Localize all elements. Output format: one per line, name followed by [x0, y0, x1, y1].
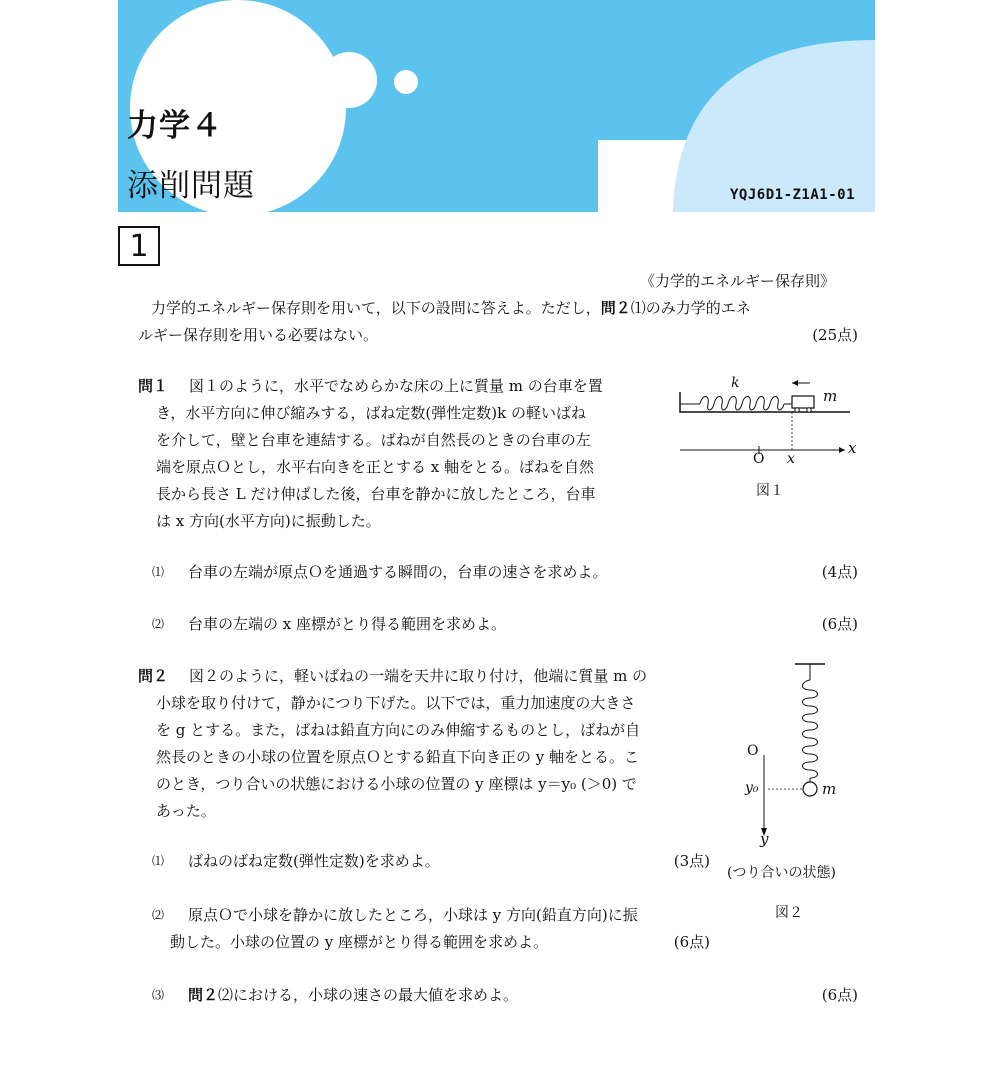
q2-line-2: 小球を取り付けて，静かにつり下げた。以下では，重力加速度の大きさ: [156, 694, 636, 712]
fig2-origin-label: O: [747, 743, 759, 759]
intro-tail: ⑴のみ力学的エネ: [630, 299, 751, 317]
intro-points: (25点): [812, 326, 858, 344]
q2-sub1-text: ばねのばね定数(弾性定数)を求めよ。: [188, 852, 440, 870]
q1-sub1-num: ⑴: [152, 565, 165, 579]
q2-line-3: を g とする。また，ばねは鉛直方向にのみ伸縮するものとし，ばねが自: [156, 721, 641, 739]
q2-sub3-num: ⑶: [152, 988, 165, 1002]
q2-label: 問２: [138, 667, 169, 685]
q2-sub3-line: [188, 982, 518, 1009]
fig2-y-axis-label: y: [760, 830, 769, 848]
q1-line-4: 端を原点Ｏとし，水平右向きを正とする x 軸をとる。ばねを自然: [156, 458, 594, 476]
q2-sub3-points: (6点): [821, 986, 858, 1004]
q2-sub1-points: (3点): [673, 852, 710, 870]
q2-sub2-line-2: 動した。小球の位置の y 座標がとり得る範囲を求めよ。: [170, 933, 549, 951]
fig1-origin-label: O: [753, 451, 765, 467]
fig1-m-label: m: [823, 387, 838, 405]
q1-line-6: は x 方向(水平方向)に振動した。: [156, 512, 381, 530]
q2-sub2-num: ⑵: [152, 908, 165, 922]
q1-sub1-points: (4点): [821, 563, 858, 581]
q2-line-6: あった。: [156, 802, 216, 820]
fig1-x-mark-label: x: [787, 451, 795, 467]
fig1-caption: 図１: [756, 483, 784, 499]
fig2-caption: 図２: [775, 905, 803, 921]
page-title: 力学４: [127, 108, 223, 144]
q2-line-5: のとき，つり合いの状態における小球の位置の y 座標は y＝y₀ (＞0) で: [156, 775, 637, 793]
topic-label: 《力学的エネルギー保存則》: [640, 272, 836, 290]
fig1-x-axis-label: x: [848, 439, 857, 457]
q1-line-5: 長から長さ L だけ伸ばした後，台車を静かに放したところ，台車: [156, 485, 596, 503]
q2-line-4: 然長のときの小球の位置を原点Ｏとする鉛直下向き正の y 軸をとる。こ: [156, 748, 640, 766]
q1-sub2-points: (6点): [821, 615, 858, 633]
fig2-state-label: (つり合いの状態): [727, 865, 836, 881]
q1-line-1: 図１のように，水平でなめらかな床の上に質量 m の台車を置: [189, 377, 603, 395]
q2-sub3-text: ⑵における，小球の速さの最大値を求めよ。: [218, 986, 519, 1004]
q1-label: 問１: [138, 377, 169, 395]
q1-line-2: き，水平方向に伸び縮みする，ばね定数(弾性定数)k の軽いばね: [156, 404, 586, 422]
page-subtitle: 添削問題: [127, 168, 255, 204]
q1-sub1-text: 台車の左端が原点Ｏを通過する瞬間の，台車の速さを求めよ。: [188, 563, 608, 581]
fig2-y0-label: y₀: [745, 780, 759, 796]
q1-sub2-text: 台車の左端の x 座標がとり得る範囲を求めよ。: [188, 615, 506, 633]
question-number-box: 1: [118, 226, 160, 266]
intro-text: 力学的エネルギー保存則を用いて，以下の設問に答えよ。ただし，: [151, 299, 601, 317]
intro-bold-ref: 問２: [600, 299, 631, 317]
q2-line-1: 図２のように，軽いばねの一端を天井に取り付け，他端に質量 m の: [189, 667, 648, 685]
q2-sub3-ref: 問２: [188, 986, 219, 1004]
fig2-m-label: m: [822, 780, 837, 798]
q2-sub1-num: ⑴: [152, 854, 165, 868]
q1-sub2-num: ⑵: [152, 617, 165, 631]
q2-sub2-line-1: 原点Ｏで小球を静かに放したところ，小球は y 方向(鉛直方向)に振: [188, 906, 638, 924]
q1-line-3: を介して，壁と台車を連結する。ばねが自然長のときの台車の左: [156, 431, 591, 449]
intro-line-1: [151, 295, 751, 322]
fig1-k-label: k: [731, 375, 740, 391]
document-code: YQJ6D1-Z1A1-01: [730, 187, 856, 203]
q2-sub2-points: (6点): [673, 933, 710, 951]
intro-line-2: ルギー保存則を用いる必要はない。: [138, 326, 379, 344]
